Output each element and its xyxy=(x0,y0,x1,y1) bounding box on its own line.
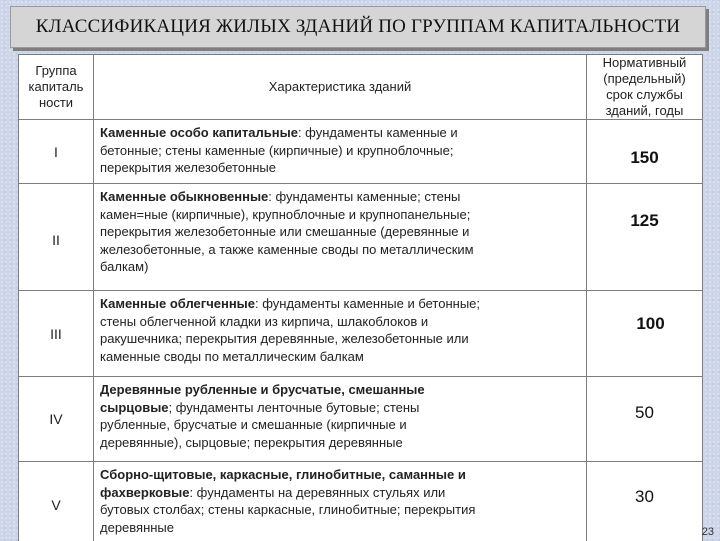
group-title: Каменные особо капитальные xyxy=(100,125,298,140)
description-line: : фундаменты каменные; стены xyxy=(268,189,461,204)
service-life-value: 150 xyxy=(630,148,659,167)
description-line: стены облегченной кладки из кирпича, шлакоблоков и xyxy=(100,313,429,329)
description-line: железобетонные, а также каменные своды по металлическим xyxy=(100,241,474,257)
header-group xyxy=(19,55,93,119)
header-service-life xyxy=(587,55,702,119)
group-number: V xyxy=(51,496,61,513)
service-life-value: 30 xyxy=(635,487,654,506)
group-description xyxy=(94,291,586,376)
group-title: Деревянные рубленные и брусчатые, смешанные xyxy=(100,382,425,397)
group-description xyxy=(94,120,586,183)
group-description xyxy=(94,462,586,541)
description-line: деревянные), сырцовые; перекрытия деревянные xyxy=(100,434,403,450)
group-title: сырцовые xyxy=(100,399,169,415)
service-life-value: 125 xyxy=(630,211,659,230)
description-line: перекрытия железобетонные или смешанные (деревянные и xyxy=(100,224,470,239)
column-divider xyxy=(702,55,703,541)
description-line: каменные своды по металлическим балкам xyxy=(100,348,364,364)
classification-table xyxy=(18,54,703,541)
description-line: : фундаменты на деревянных стульях или xyxy=(189,484,446,500)
title-bar xyxy=(10,6,706,48)
group-number: III xyxy=(50,325,62,342)
group-title: Каменные облегченные xyxy=(100,296,256,311)
header-characteristic xyxy=(94,55,586,119)
service-life-value: 100 xyxy=(636,314,665,333)
description-line: : фундаменты каменные и xyxy=(297,125,458,140)
description-line: балкам) xyxy=(100,259,149,274)
description-line: : фундаменты каменные и бетонные; xyxy=(255,296,481,311)
description-line: деревянные xyxy=(100,519,175,535)
group-number: IV xyxy=(49,411,63,427)
header-service-life-line: Нормативный xyxy=(602,55,687,70)
page-number: 23 xyxy=(701,526,714,538)
group-number: II xyxy=(52,232,60,248)
header-service-life-line: (предельный) xyxy=(603,71,686,86)
header-service-life-line: зданий, годы xyxy=(605,103,684,118)
header-group-line: капиталь xyxy=(28,79,84,94)
description-line: камен=ные (кирпичные), крупноблочные и крупнопанельные; xyxy=(100,206,471,222)
group-description xyxy=(94,184,586,290)
page-title: КЛАССИФИКАЦИЯ ЖИЛЫХ ЗДАНИЙ ПО ГРУППАМ КАПИТАЛЬНОСТИ xyxy=(35,16,681,37)
group-title: Сборно-щитовые, каркасные, глинобитные, саманные и xyxy=(100,467,466,482)
description-line: рубленные, брусчатые и смешанные (кирпичные и xyxy=(100,417,407,432)
group-title: Каменные обыкновенные xyxy=(100,189,269,204)
description-line: бутовых столбах; стены каркасные, глинобитные; перекрытия xyxy=(100,502,476,517)
header-service-life-line: срок службы xyxy=(606,87,683,102)
group-description xyxy=(94,377,586,461)
header-group-line: ности xyxy=(38,95,74,110)
description-line: перекрытия железобетонные xyxy=(100,160,276,175)
description-line: ; фундаменты ленточные бутовые; стены xyxy=(168,399,420,415)
header-characteristic-label: Характеристика зданий xyxy=(268,79,412,94)
description-line: бетонные; стены каменные (кирпичные) и крупноблочные; xyxy=(100,142,454,158)
group-number: I xyxy=(54,143,58,160)
service-life-value: 50 xyxy=(635,403,654,422)
header-group-line: Группа xyxy=(35,63,77,78)
description-line: ракушечника; перекрытия деревянные, железобетонные или xyxy=(100,331,469,346)
group-title: фахверковые xyxy=(100,484,190,500)
